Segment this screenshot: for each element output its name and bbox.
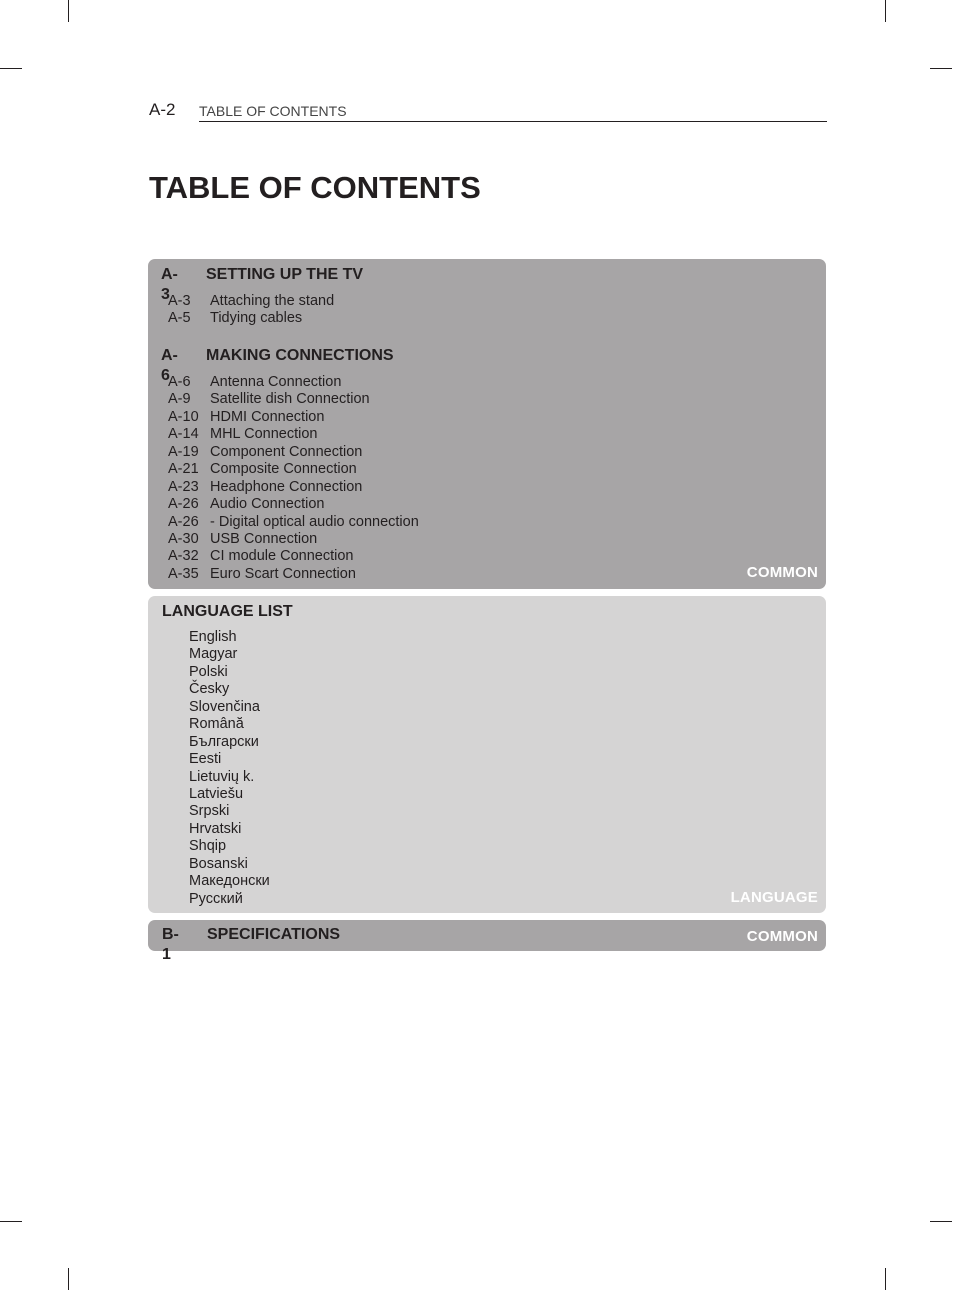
entry-page: A-26: [168, 496, 199, 513]
crop-mark: [885, 0, 886, 22]
section-page: A-6: [161, 347, 178, 384]
crop-mark: [68, 0, 69, 22]
header-page-number: A-2: [149, 100, 176, 119]
common-tag: COMMON: [746, 928, 818, 945]
language-item[interactable]: Eesti: [189, 751, 222, 768]
entry-page: A-26: [168, 513, 199, 530]
crop-mark: [0, 1221, 22, 1222]
entry-label: Euro Scart Connection: [210, 565, 356, 582]
common-tag: COMMON: [746, 564, 818, 581]
language-item[interactable]: Latviešu: [189, 785, 244, 802]
entry-label: - Digital optical audio connection: [210, 513, 419, 530]
entry-page: A-30: [168, 530, 199, 547]
entry-label: Composite Connection: [210, 461, 357, 478]
language-item[interactable]: Magyar: [189, 646, 238, 663]
entry-page: A-21: [168, 461, 199, 478]
header-rule: [199, 121, 827, 122]
crop-mark: [885, 1268, 886, 1290]
entry-label: Audio Connection: [210, 496, 325, 513]
entry-page: A-5: [168, 310, 191, 327]
common-panel: [148, 259, 826, 589]
entry-label: Component Connection: [210, 443, 363, 460]
language-item[interactable]: Srpski: [189, 803, 230, 820]
specifications-panel: [148, 920, 826, 963]
entry-label: Headphone Connection: [210, 478, 363, 495]
language-list: [189, 629, 270, 908]
language-tag: LANGUAGE: [730, 889, 818, 906]
entry-label: Tidying cables: [210, 310, 303, 327]
entry-label: USB Connection: [210, 530, 318, 547]
language-item[interactable]: Lietuvių k.: [189, 768, 255, 785]
section-page: A-3: [161, 266, 178, 303]
section-title: SPECIFICATIONS: [207, 926, 341, 943]
entry-label: Attaching the stand: [210, 293, 335, 309]
language-item[interactable]: Polski: [189, 663, 228, 680]
section-title: MAKING CONNECTIONS: [206, 347, 394, 364]
language-item[interactable]: Shqip: [189, 838, 227, 855]
section-title: SETTING UP THE TV: [206, 266, 364, 283]
language-item[interactable]: Hrvatski: [189, 820, 242, 837]
language-item[interactable]: Slovenčina: [189, 698, 260, 715]
entry-label: HDMI Connection: [210, 408, 325, 425]
language-list-heading[interactable]: LANGUAGE LIST: [162, 603, 293, 620]
running-header: [149, 100, 827, 122]
crop-mark: [930, 68, 952, 69]
crop-mark: [930, 1221, 952, 1222]
entry-label: Antenna Connection: [210, 374, 342, 390]
entry-page: A-10: [168, 408, 199, 425]
entry-label: CI module Connection: [210, 548, 354, 565]
section-page: B-1: [162, 926, 179, 963]
crop-mark: [0, 68, 22, 69]
crop-mark: [68, 1268, 69, 1290]
language-item[interactable]: English: [189, 629, 237, 645]
entry-label: Satellite dish Connection: [210, 391, 370, 408]
entry-page: A-35: [168, 565, 199, 582]
page-title: TABLE OF CONTENTS: [149, 170, 481, 205]
language-panel: [148, 596, 826, 913]
language-item[interactable]: Bosanski: [189, 855, 248, 872]
entry-page: A-6: [168, 374, 191, 390]
entry-page: A-23: [168, 478, 199, 495]
language-item[interactable]: Русский: [189, 890, 243, 907]
entry-page: A-19: [168, 443, 199, 460]
entry-page: A-14: [168, 426, 199, 443]
entry-page: A-32: [168, 548, 199, 565]
entry-page: A-3: [168, 293, 191, 309]
language-item[interactable]: Български: [189, 733, 259, 750]
entry-label: MHL Connection: [210, 426, 318, 443]
language-item[interactable]: Česky: [189, 681, 230, 698]
language-item[interactable]: Română: [189, 716, 244, 733]
entry-page: A-9: [168, 391, 191, 408]
language-item[interactable]: Македонски: [189, 873, 270, 890]
header-running-title: TABLE OF CONTENTS: [199, 103, 347, 119]
